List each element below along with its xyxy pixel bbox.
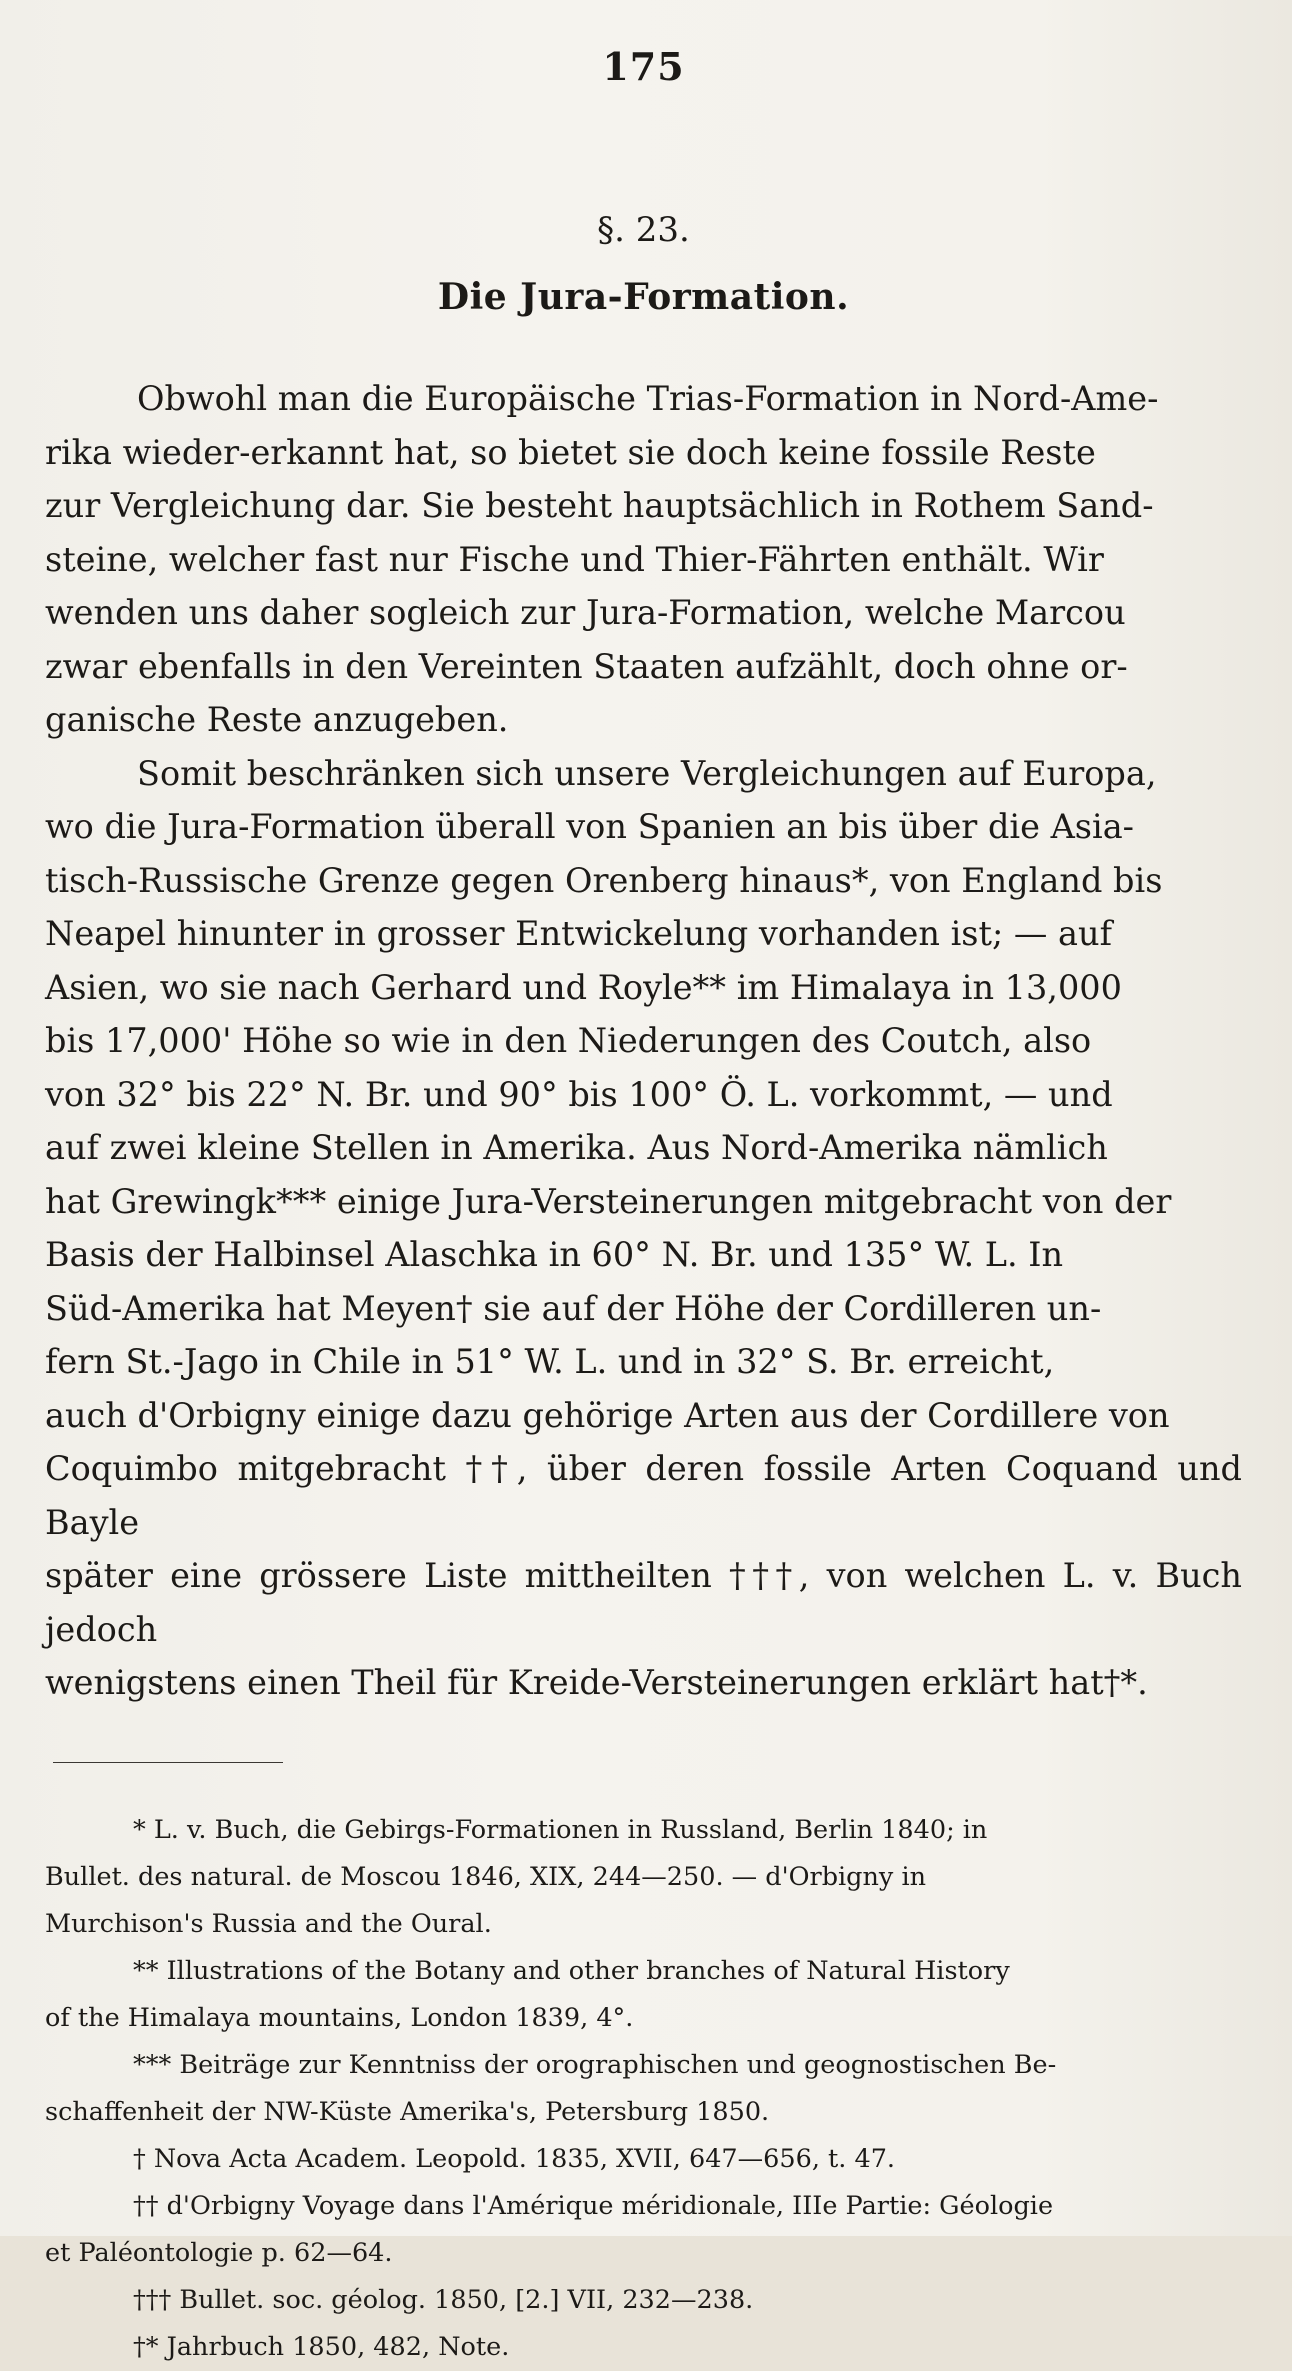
footnote-line: Bullet. des natural. de Moscou 1846, XIX, 244—250. — d'Orbigny in — [45, 1861, 927, 1892]
paragraph-2 — [45, 747, 1242, 1710]
footnote-line: * L. v. Buch, die Gebirgs-Formationen in Russland, Berlin 1840; in — [133, 1814, 988, 1845]
text-line: Obwohl man die Europäische Trias-Formation in Nord-Ame- — [137, 379, 1159, 418]
text-line: Neapel hinunter in grosser Entwickelung vorhanden ist; — auf — [45, 914, 1112, 953]
footnote-line: † Nova Acta Academ. Leopold. 1835, XVII, 647—656, t. 47. — [133, 2143, 896, 2174]
text-line: fern St.-Jago in Chile in 51° W. L. und in 32° S. Br. erreicht, — [45, 1342, 1055, 1381]
footnote-line: †* Jahrbuch 1850, 482, Note. — [133, 2331, 510, 2362]
text-line: ganische Reste anzugeben. — [45, 700, 509, 739]
text-line: zwar ebenfalls in den Vereinten Staaten aufzählt, doch ohne or- — [45, 646, 1128, 686]
footnote-line: ††† Bullet. soc. géolog. 1850, [2.] VII, 232—238. — [133, 2284, 754, 2315]
body-text — [45, 372, 1242, 1710]
text-line: von 32° bis 22° N. Br. und 90° bis 100° Ö. L. vorkommt, — und — [45, 1074, 1113, 1114]
text-line: bis 17,000' Höhe so wie in den Niederungen des Coutch, also — [45, 1021, 1092, 1060]
page-number: 175 — [602, 44, 685, 89]
footnote-line: et Paléontologie p. 62—64. — [45, 2237, 393, 2268]
text-line: später eine grössere Liste mittheilten †††, von welchen L. v. Buch jedoch — [45, 1556, 1242, 1649]
footnote-line: Murchison's Russia and the Oural. — [45, 1908, 492, 1939]
footnote-line: of the Himalaya mountains, London 1839, 4°. — [45, 2002, 634, 2033]
footnotes — [45, 1807, 1242, 2371]
footnote-divider — [53, 1762, 283, 1763]
section-title: Die Jura-Formation. — [437, 276, 850, 318]
footnote-line: ** Illustrations of the Botany and other branches of Natural History — [133, 1955, 1010, 1986]
text-line: Somit beschränken sich unsere Vergleichungen auf Europa, — [137, 753, 1157, 793]
text-line: wenigstens einen Theil für Kreide-Versteinerungen erklärt hat†*. — [45, 1663, 1148, 1702]
footnote-line: †† d'Orbigny Voyage dans l'Amérique méridionale, IIIe Partie: Géologie — [133, 2190, 1054, 2221]
footnote-line: *** Beiträge zur Kenntniss der orographischen und geognostischen Be- — [133, 2049, 1057, 2080]
footnote-line: schaffenheit der NW-Küste Amerika's, Petersburg 1850. — [45, 2096, 770, 2127]
section-number: §. 23. — [597, 210, 690, 250]
text-line: hat Grewingk*** einige Jura-Versteinerungen mitgebracht von der — [45, 1181, 1172, 1221]
text-line: Basis der Halbinsel Alaschka in 60° N. Br. und 135° W. L. In — [45, 1235, 1064, 1274]
text-line: Asien, wo sie nach Gerhard und Royle** im Himalaya in 13,000 — [45, 967, 1122, 1007]
text-line: tisch-Russische Grenze gegen Orenberg hinaus*, von England bis — [45, 860, 1163, 900]
text-line: auch d'Orbigny einige dazu gehörige Arten aus der Cordillere von — [45, 1395, 1170, 1435]
text-line: steine, welcher fast nur Fische und Thier-Fährten enthält. Wir — [45, 539, 1104, 579]
text-line: rika wieder-erkannt hat, so bietet sie doch keine fossile Reste — [45, 432, 1096, 472]
text-line: wenden uns daher sogleich zur Jura-Formation, welche Marcou — [45, 593, 1126, 632]
text-line: Süd-Amerika hat Meyen† sie auf der Höhe der Cordilleren un- — [45, 1288, 1102, 1328]
text-line: zur Vergleichung dar. Sie besteht hauptsächlich in Rothem Sand- — [45, 486, 1154, 525]
text-line: auf zwei kleine Stellen in Amerika. Aus Nord-Amerika nämlich — [45, 1128, 1108, 1167]
text-line: wo die Jura-Formation überall von Spanien an bis über die Asia- — [45, 807, 1134, 846]
text-line: Coquimbo mitgebracht ††, über deren fossile Arten Coquand und Bayle — [45, 1449, 1242, 1542]
paragraph-1 — [45, 372, 1242, 747]
